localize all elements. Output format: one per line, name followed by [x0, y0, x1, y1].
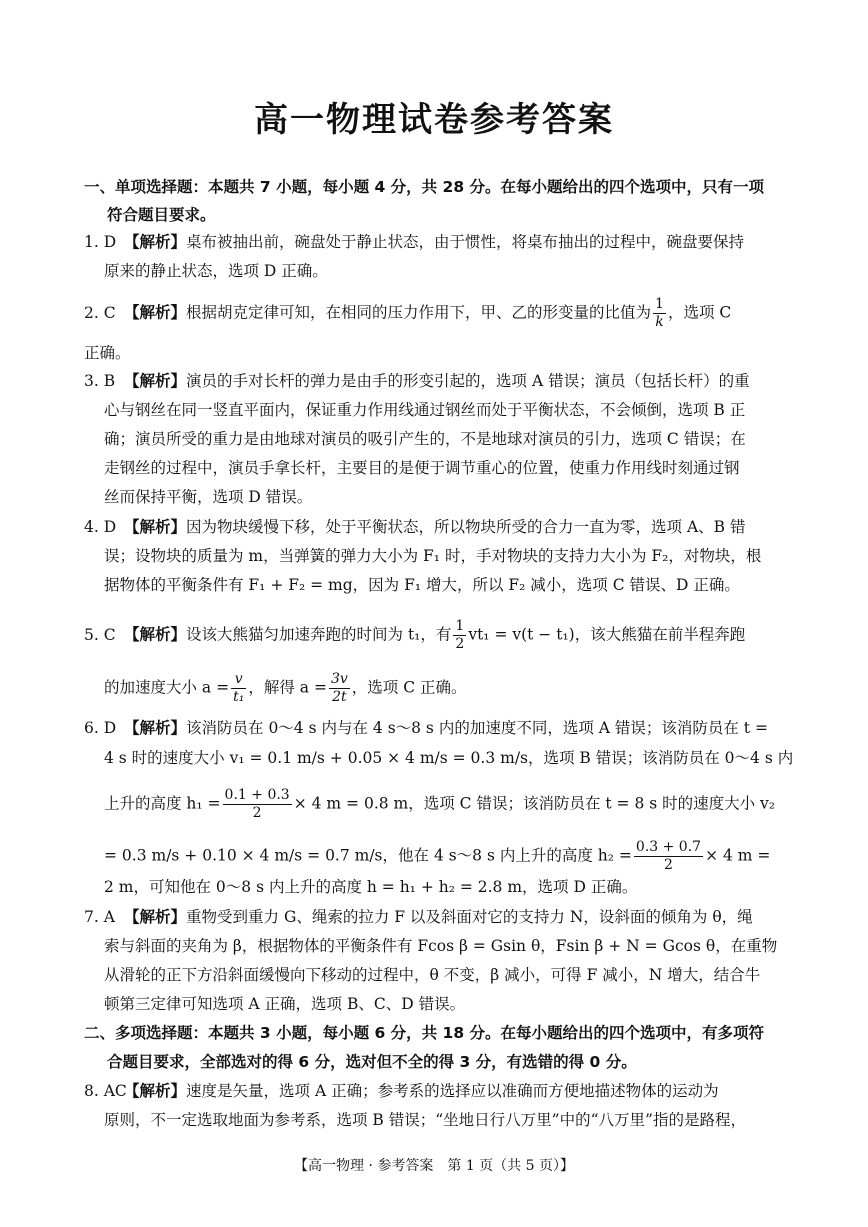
- section-1-heading-line-2: 符合题目要求。: [107, 206, 216, 224]
- answer-8-number: 8. AC: [84, 1082, 127, 1100]
- answer-5-line-1: [84, 618, 745, 653]
- answer-7-number: 7. A: [84, 908, 115, 926]
- answer-3-line-3: 确；演员所受的重力是由地球对演员的吸引产生的，不是地球对演员的引力，选项 C 错误；在: [104, 430, 746, 448]
- answer-6-fraction-h2: [634, 839, 703, 874]
- fraction-numerator: 3v: [330, 671, 348, 687]
- answer-2-text: 根据胡克定律可知，在相同的压力作用下，甲、乙的形变量的比值为: [186, 303, 652, 322]
- answer-7-line-1: [84, 906, 753, 928]
- answer-5-fraction-v-t1: [231, 671, 246, 706]
- answer-5-text-4: ，选项 C 正确。: [351, 678, 467, 697]
- answer-3-line-4: 走钢丝的过程中，演员手拿长杆，主要目的是便于调节重心的位置，使重力作用线时刻通过钢: [104, 459, 740, 477]
- fraction-denominator: k: [655, 314, 664, 330]
- answer-4-line-3: 据物体的平衡条件有 F₁ + F₂ = mg，因为 F₁ 增大，所以 F₂ 减小，选项 C 错误、D 正确。: [104, 576, 740, 594]
- answer-5-line-2: [104, 671, 466, 706]
- analysis-tag: 【解析】: [124, 303, 187, 322]
- answer-6-line-4: [104, 839, 770, 874]
- answer-7-line-3: 从滑轮的正下方沿斜面缓慢向下移动的过程中，θ 不变，β 减小，可得 F 减小，N 增大，结合牛: [104, 966, 761, 984]
- answer-4-number: 4. D: [84, 518, 117, 536]
- answer-3-number: 3. B: [84, 372, 116, 390]
- answer-6-text-3-tail: × 4 m = 0.8 m，选项 C 错误；该消防员在 t = 8 s 时的速度大小 v₂: [293, 794, 776, 813]
- answer-3-line-1: [84, 370, 750, 392]
- answer-5-text-2: 的加速度大小 a =: [104, 678, 230, 697]
- answer-2-number: 2. C: [84, 303, 116, 322]
- answer-1-number: 1. D: [84, 233, 117, 251]
- answer-3-text: 演员的手对长杆的弹力是由手的形变引起的，选项 A 错误；演员（包括长杆）的重: [186, 372, 750, 390]
- page-footer: 【高一物理 · 参考答案 第 1 页（共 5 页）】: [294, 1158, 574, 1174]
- answer-6-line-3: [104, 787, 775, 822]
- answer-3-line-2: 心与钢丝在同一竖直平面内，保证重力作用线通过钢丝而处于平衡状态，不会倾倒，选项 B 正: [104, 401, 746, 419]
- answer-5-text-tail: vt₁ = v(t − t₁)，该大熊猫在前半程奔跑: [468, 625, 746, 644]
- answer-7-line-4: 顿第三定律可知选项 A 正确，选项 B、C、D 错误。: [104, 995, 466, 1013]
- answer-8-text: 速度是矢量，选项 A 正确；参考系的选择应以准确而方便地描述物体的运动为: [186, 1082, 719, 1100]
- fraction-numerator: 1: [655, 296, 664, 312]
- answer-8-line-1: [84, 1080, 719, 1102]
- fraction-numerator: 0.3 + 0.7: [635, 839, 702, 855]
- analysis-tag: 【解析】: [124, 233, 187, 251]
- answer-7-text: 重物受到重力 G、绳索的拉力 F 以及斜面对它的支持力 N，设斜面的倾角为 θ，绳: [186, 908, 753, 926]
- analysis-tag: 【解析】: [124, 518, 187, 536]
- answer-3-line-5: 丝而保持平衡，选项 D 错误。: [104, 488, 313, 506]
- answer-4-line-2: 误；设物块的质量为 m，当弹簧的弹力大小为 F₁ 时，手对物块的支持力大小为 F₂，对物块，根: [104, 547, 762, 565]
- fraction-denominator: 2t: [332, 689, 347, 705]
- answer-5-fraction-3v-2t: [329, 671, 350, 706]
- answer-5-fraction-half: [453, 618, 466, 653]
- answer-6-line-1: [84, 717, 768, 739]
- answer-6-number: 6. D: [84, 719, 117, 737]
- answer-2-text-tail: ，选项 C: [667, 303, 732, 322]
- answer-2-fraction: [653, 296, 666, 331]
- analysis-tag: 【解析】: [124, 372, 187, 390]
- answer-6-text-4-tail: × 4 m =: [705, 846, 771, 865]
- fraction-denominator: 2: [455, 636, 465, 652]
- answer-1-text: 桌布被抽出前，碗盘处于静止状态，由于惯性，将桌布抽出的过程中，碗盘要保持: [186, 233, 745, 251]
- page-title: 高一物理试卷参考答案: [254, 100, 614, 140]
- answer-5-text-3: ，解得 a =: [248, 678, 327, 697]
- answer-6-text: 该消防员在 0～4 s 内与在 4 s～8 s 内的加速度不同，选项 A 错误；该消防员在 t =: [186, 719, 768, 737]
- answer-6-line-5: 2 m，可知他在 0～8 s 内上升的高度 h = h₁ + h₂ = 2.8 m，选项 D 正确。: [104, 878, 638, 896]
- fraction-numerator: v: [231, 671, 246, 689]
- fraction-denominator: t₁: [233, 689, 245, 705]
- answer-6-text-4: = 0.3 m/s + 0.10 × 4 m/s = 0.7 m/s，他在 4 s～8 s 内上升的高度 h₂ =: [104, 846, 632, 865]
- answer-6-fraction-h1: [223, 787, 292, 822]
- answer-6-text-3: 上升的高度 h₁ =: [104, 794, 221, 813]
- answer-2-line-1: [84, 296, 731, 331]
- answer-5-number: 5. C: [84, 625, 116, 644]
- answer-4-line-1: [84, 516, 745, 538]
- analysis-tag: 【解析】: [124, 719, 187, 737]
- fraction-denominator: 2: [664, 857, 673, 873]
- answer-2-line-2: 正确。: [84, 344, 131, 362]
- answer-4-text: 因为物块缓慢下移，处于平衡状态，所以物块所受的合力一直为零，选项 A、B 错: [186, 518, 746, 536]
- analysis-tag: 【解析】: [124, 1082, 187, 1100]
- answer-1-line-1: [84, 231, 744, 253]
- fraction-numerator: 1: [455, 618, 465, 634]
- analysis-tag: 【解析】: [124, 625, 187, 644]
- section-2-heading-line-2: 合题目要求，全部选对的得 6 分，选对但不全的得 3 分，有选错的得 0 分。: [107, 1053, 637, 1071]
- answer-8-line-2: 原则，不一定选取地面为参考系，选项 B 错误；“坐地日行八万里”中的“八万里”指的是路程，: [104, 1111, 746, 1129]
- answer-1-line-2: 原来的静止状态，选项 D 正确。: [104, 262, 328, 280]
- section-1-heading-line-1: 一、单项选择题：本题共 7 小题，每小题 4 分，共 28 分。在每小题给出的四个选项中，只有一项: [84, 178, 765, 196]
- analysis-tag: 【解析】: [124, 908, 187, 926]
- section-2-heading-line-1: 二、多项选择题：本题共 3 小题，每小题 6 分，共 18 分。在每小题给出的四个选项中，有多项符: [84, 1024, 765, 1042]
- answer-7-line-2: 索与斜面的夹角为 β，根据物体的平衡条件有 Fcos β = Gsin θ，Fsin β + N = Gcos θ，在重物: [104, 937, 778, 955]
- fraction-numerator: 0.1 + 0.3: [224, 787, 290, 803]
- fraction-denominator: 2: [252, 805, 262, 821]
- answer-6-line-2: 4 s 时的速度大小 v₁ = 0.1 m/s + 0.05 × 4 m/s = 0.3 m/s，选项 B 错误；该消防员在 0～4 s 内: [104, 749, 794, 767]
- answer-5-text: 设该大熊猫匀加速奔跑的时间为 t₁，有: [186, 625, 452, 644]
